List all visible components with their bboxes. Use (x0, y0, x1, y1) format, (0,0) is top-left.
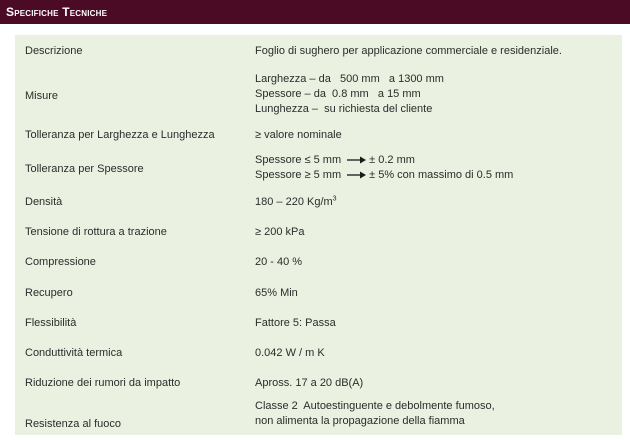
spec-value-line (255, 153, 513, 168)
spec-value: Apross. 17 a 20 dB(A) (255, 377, 364, 389)
spec-label: Compressione (25, 256, 96, 268)
spec-value-main: 180 – 220 Kg/m (255, 196, 333, 208)
spec-label: Recupero (25, 287, 73, 299)
spec-label: Tensione di rottura a trazione (25, 226, 167, 238)
spec-value-tolerance: ± 0.2 mm (369, 154, 415, 166)
spec-value-line: Lunghezza – su richiesta del cliente (255, 103, 433, 115)
spec-table (15, 35, 622, 435)
spec-label: Conduttività termica (25, 347, 123, 359)
spec-label: Tolleranza per Larghezza e Lunghezza (25, 129, 215, 141)
spec-value-line (255, 168, 513, 183)
spec-value-tolerance: ± 5% con massimo di 0.5 mm (369, 169, 514, 181)
spec-value (255, 399, 495, 429)
spec-value (255, 153, 513, 183)
spec-value: Foglio di sughero per applicazione commerciale e residenziale. (255, 45, 562, 57)
spec-label: Misure (25, 90, 59, 102)
spec-value: 20 - 40 % (255, 256, 303, 268)
spec-value (255, 195, 337, 210)
spec-value-line: Spessore – da 0.8 mm a 15 mm (255, 88, 421, 100)
spec-label: Riduzione dei rumori da impatto (25, 377, 181, 389)
spec-value (255, 72, 444, 117)
spec-value: Fattore 5: Passa (255, 317, 336, 329)
spec-value: 65% Min (255, 287, 298, 299)
arrow-right-icon (347, 170, 367, 180)
spec-value: ≥ 200 kPa (255, 226, 305, 238)
spec-label: Descrizione (25, 45, 83, 57)
arrow-right-icon (347, 155, 367, 165)
spec-value-line: non alimenta la propagazione della fiamma (255, 415, 465, 427)
spec-value-line: Larghezza – da 500 mm a 1300 mm (255, 73, 444, 85)
spec-value: ≥ valore nominale (255, 129, 342, 141)
spec-value-condition: Spessore ≥ 5 mm (255, 169, 342, 181)
spec-label: Resistenza al fuoco (25, 418, 121, 430)
spec-label: Flessibilità (25, 317, 77, 329)
spec-value-condition: Spessore ≤ 5 mm (255, 154, 342, 166)
spec-label: Tolleranza per Spessore (25, 163, 144, 175)
spec-value: 0.042 W / m K (255, 347, 325, 359)
spec-value-line: Classe 2 Autoestinguente e debolmente fumoso, (255, 400, 495, 412)
spec-value-superscript: 3 (332, 195, 337, 203)
spec-label: Densità (25, 196, 63, 208)
header-bar (0, 0, 630, 24)
section-title: Specifiche Tecniche (6, 5, 108, 19)
